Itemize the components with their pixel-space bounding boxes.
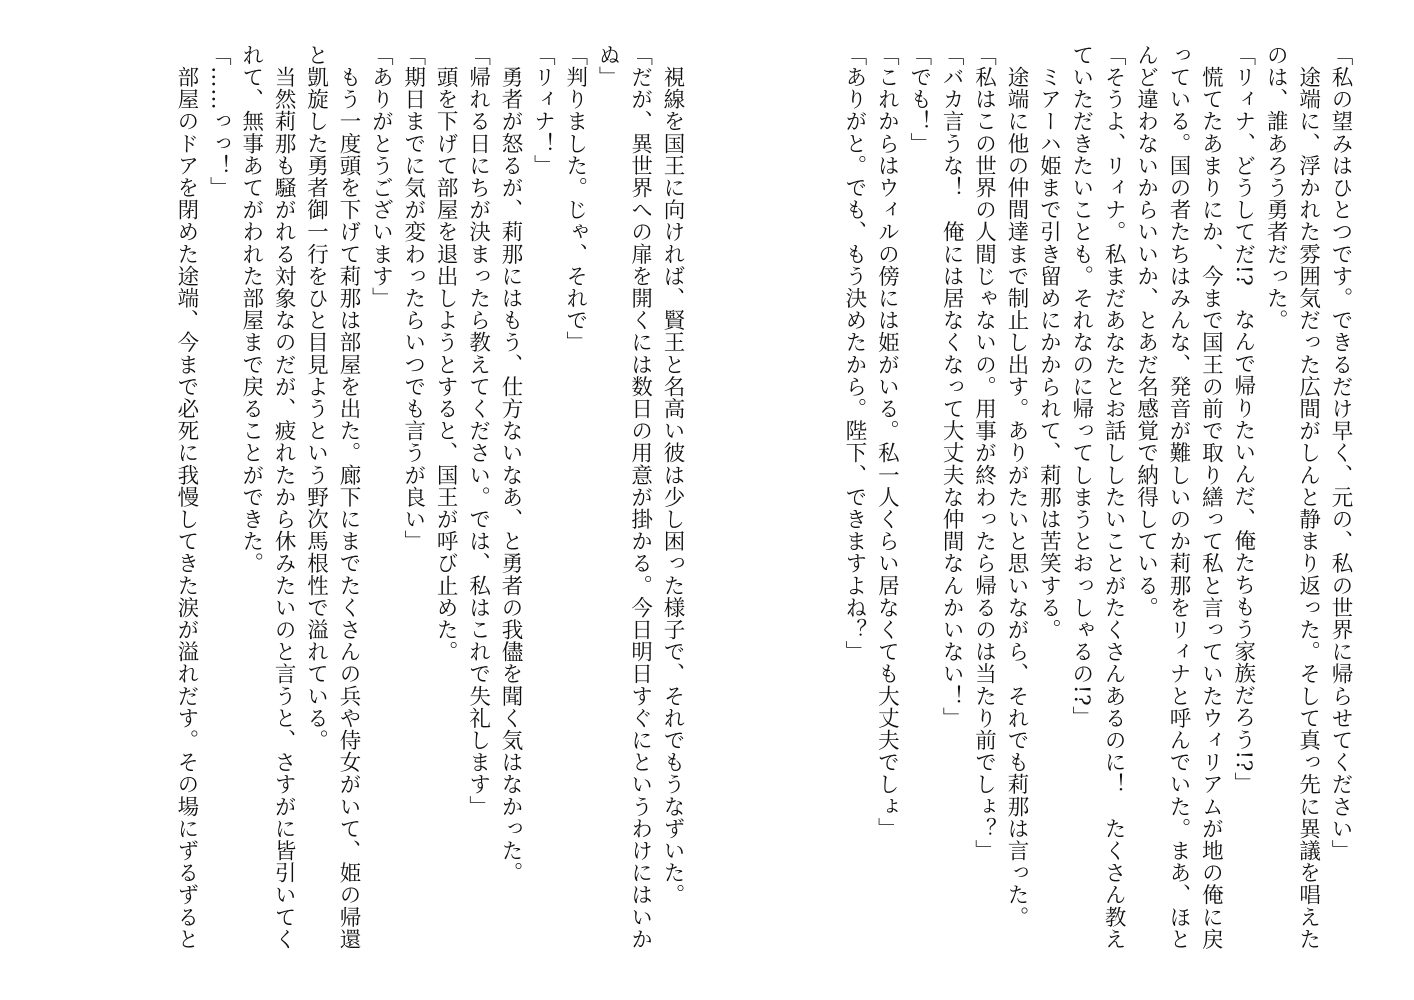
text-line: のは、誰あろう勇者だった。: [1263, 44, 1289, 332]
text-line: 頭を下げて部屋を退出しようとすると、国王が呼び止めた。: [433, 44, 459, 663]
text-line: 視線を国王に向ければ、賢王と名高い彼は少し困った様子で、それでもうなずいた。: [660, 44, 685, 906]
text-line: 「判りました。じゃ、それで」: [562, 44, 588, 354]
text-line: 勇者が怒るが、莉那にはもう、仕方ないなあ、と勇者の我儘を聞く気はなかった。: [497, 44, 523, 884]
text-line: 「バカ言うな！ 俺には居なくなって大丈夫な仲間なんかいない！」: [939, 44, 965, 730]
text-line: ミアーハ姫まで引き留めにかかられて、莉那は苦笑する。: [1036, 44, 1062, 641]
text-line: ていただきたいことも。それなのに帰ってしまうとおっしゃるの!?」: [1068, 44, 1094, 729]
text-line: 「私の望みはひとつです。できるだけ早く、元の、私の世界に帰らせてください」: [1328, 44, 1353, 862]
text-line: 「……っっ！」: [206, 44, 232, 199]
text-block-left: [58, 44, 688, 974]
text-line: もう一度頭を下げて莉那は部屋を出た。廊下にまでたくさんの兵や侍女がいて、姫の帰還: [335, 44, 361, 951]
text-line: ぬ」: [595, 44, 621, 89]
text-line: 当然莉那も騒がれる対象なのだが、疲れたから休みたいのと言うと、さすがに皆引いてく: [271, 44, 297, 951]
text-line: 途端に、浮かれた雰囲気だった広間がしんと静まり返った。そして真っ先に異議を唱えた: [1295, 44, 1321, 951]
text-line: 「ありがと。でも、もう決めたから。陛下、できますよね？」: [841, 44, 867, 663]
text-line: 「リィナ！」: [530, 44, 556, 177]
text-line: 「これからはウィルの傍には姫がいる。私一人くらい居なくても大丈夫でしょ」: [874, 44, 900, 840]
text-line: 「だが、異世界への扉を開くには数日の用意が掛かる。今日明日すぐにというわけにはいか: [627, 44, 653, 951]
text-line: 「でも！」: [906, 44, 932, 155]
text-line: 「リィナ、どうしてだ!? なんで帰りたいんだ、俺たちもう家族だろう!?」: [1230, 44, 1256, 794]
text-line: 「そうよ、リィナ。私まだあなたとお話ししたいことがたくさんあるのに！ たくさん教え: [1101, 44, 1127, 951]
text-line: 「ありがとうございます」: [368, 44, 394, 310]
text-line: 「期日までに気が変わったらいつでも言うが良い」: [400, 44, 426, 553]
text-line: っている。国の者たちはみんな、発音が難しいのか莉那をリィナと呼んでいた。まあ、ほと: [1165, 44, 1191, 951]
text-line: れて、無事あてがわれた部屋まで戻ることができた。: [238, 44, 264, 575]
text-line: 途端に他の仲間達まで制止し出す。ありがたいと思いながら、それでも莉那は言った。: [1003, 44, 1029, 928]
text-line: 「私はこの世界の人間じゃないの。用事が終わったら帰るのは当たり前でしょ？」: [971, 44, 997, 862]
text-line: 慌てたあまりにか、今まで国王の前で取り繕って私と言っていたウィリアムが地の俺に戻: [1198, 44, 1224, 951]
text-line: 「帰れる日にちが決まったら教えてください。では、私はこれで失礼します」: [465, 44, 491, 818]
text-block-right: [768, 44, 1356, 974]
text-line: 部屋のドアを閉めた途端、今まで必死に我慢してきた涙が溢れだす。その場にずるずると: [173, 44, 199, 951]
text-line: と凱旋した勇者御一行をひと目見ようという野次馬根性で溢れている。: [303, 44, 329, 752]
text-line: んど違わないからいいか、とあだ名感覚で納得している。: [1133, 44, 1159, 619]
